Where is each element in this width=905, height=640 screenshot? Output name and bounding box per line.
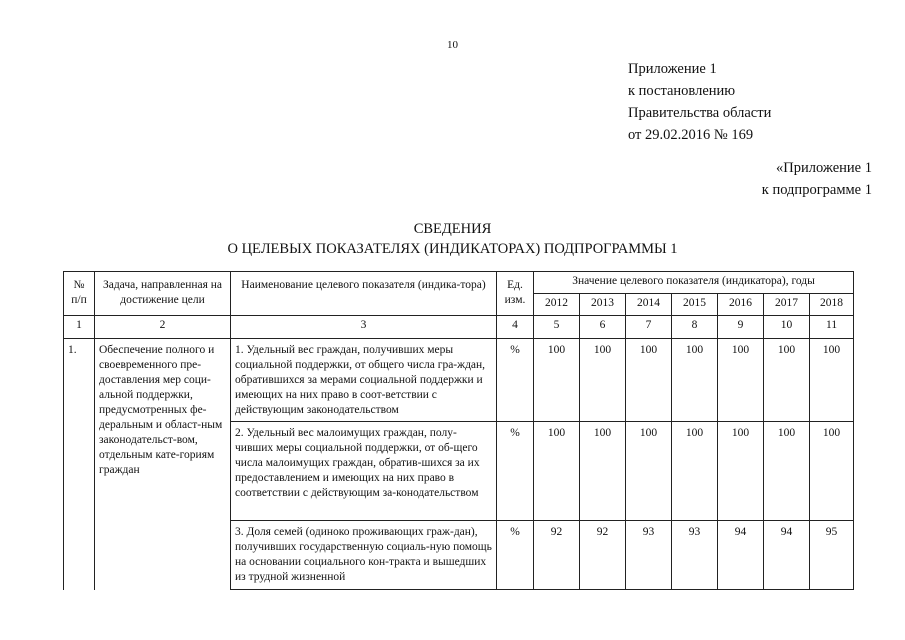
header-year: 2017 — [764, 294, 810, 316]
indicator-value: 93 — [672, 521, 718, 590]
table-row — [64, 339, 854, 422]
annex-line: от 29.02.2016 № 169 — [628, 127, 754, 143]
header-year: 2018 — [810, 294, 854, 316]
column-number: 5 — [534, 316, 580, 339]
indicator-unit: % — [497, 521, 534, 590]
header-values-group: Значение целевого показателя (индикатора), годы — [534, 272, 854, 294]
page-number: 10 — [447, 39, 458, 51]
header-unit: Ед. изм. — [497, 272, 534, 316]
header-indicator: Наименование целевого показателя (индика-тора) — [231, 272, 497, 316]
column-number: 8 — [672, 316, 718, 339]
annex-line: Правительства области — [628, 105, 772, 121]
indicator-value: 100 — [810, 422, 854, 521]
header-year: 2016 — [718, 294, 764, 316]
column-number-row — [64, 316, 854, 339]
indicator-value: 100 — [534, 422, 580, 521]
document-title — [0, 219, 905, 259]
indicator-value: 100 — [534, 339, 580, 422]
indicator-name: 1. Удельный вес граждан, получивших меры социальной поддержки, от общего числа гра-ждан, обратившихся за мерами социальной поддержки и имеющих на них право в соот-ветствии с действующим законодательством — [231, 339, 497, 422]
indicator-value: 95 — [810, 521, 854, 590]
annex-block — [628, 58, 771, 146]
indicator-unit: % — [497, 422, 534, 521]
column-number: 10 — [764, 316, 810, 339]
column-number: 11 — [810, 316, 854, 339]
indicator-value: 100 — [810, 339, 854, 422]
title-line-2: О ЦЕЛЕВЫХ ПОКАЗАТЕЛЯХ (ИНДИКАТОРАХ) ПОДПРОГРАММЫ 1 — [227, 241, 678, 257]
column-number: 2 — [95, 316, 231, 339]
indicator-value: 92 — [534, 521, 580, 590]
annex-line: к постановлению — [628, 83, 736, 99]
indicator-value: 100 — [764, 339, 810, 422]
column-number: 6 — [580, 316, 626, 339]
indicator-value: 100 — [580, 422, 626, 521]
indicator-value: 100 — [718, 422, 764, 521]
indicators-table — [63, 271, 854, 590]
indicator-value: 93 — [626, 521, 672, 590]
annex2-line: «Приложение 1 — [776, 160, 872, 176]
column-number: 7 — [626, 316, 672, 339]
column-number: 4 — [497, 316, 534, 339]
subprogram-annex-block — [762, 157, 872, 201]
header-year: 2014 — [626, 294, 672, 316]
indicator-value: 100 — [672, 422, 718, 521]
annex-line: Приложение 1 — [628, 61, 717, 77]
indicator-value: 92 — [580, 521, 626, 590]
indicator-name: 2. Удельный вес малоимущих граждан, полу-чивших меры социальной поддержки, от об-щего числа малоимущих граждан, обратив-шихся за их предоставлением и имеющих на них право в соответствии с действующим за-конодательством — [231, 422, 497, 521]
row-task: Обеспечение полного и своевременного пре-доставления мер соци-альной поддержки, предусмотренных фе-деральным и област-ным законодательст-вом, отдельным кате-гориям граждан — [95, 339, 231, 590]
title-line-1: СВЕДЕНИЯ — [413, 221, 492, 237]
header-year: 2012 — [534, 294, 580, 316]
indicator-name: 3. Доля семей (одиноко проживающих граж-дан), получивших государственную социаль-ную помощь на основании социального кон-тракта и вышедших из трудной жизненной — [231, 521, 497, 590]
indicator-value: 100 — [626, 339, 672, 422]
header-year: 2013 — [580, 294, 626, 316]
header-num: № п/п — [64, 272, 95, 316]
column-number: 9 — [718, 316, 764, 339]
header-task: Задача, направленная на достижение цели — [95, 272, 231, 316]
column-number: 1 — [64, 316, 95, 339]
indicator-unit: % — [497, 339, 534, 422]
indicator-value: 100 — [718, 339, 764, 422]
indicator-value: 100 — [764, 422, 810, 521]
indicator-value: 94 — [718, 521, 764, 590]
row-num: 1. — [64, 339, 95, 590]
header-year: 2015 — [672, 294, 718, 316]
indicator-value: 100 — [580, 339, 626, 422]
indicator-value: 94 — [764, 521, 810, 590]
indicator-value: 100 — [626, 422, 672, 521]
column-number: 3 — [231, 316, 497, 339]
indicator-value: 100 — [672, 339, 718, 422]
annex2-line: к подпрограмме 1 — [761, 182, 872, 198]
